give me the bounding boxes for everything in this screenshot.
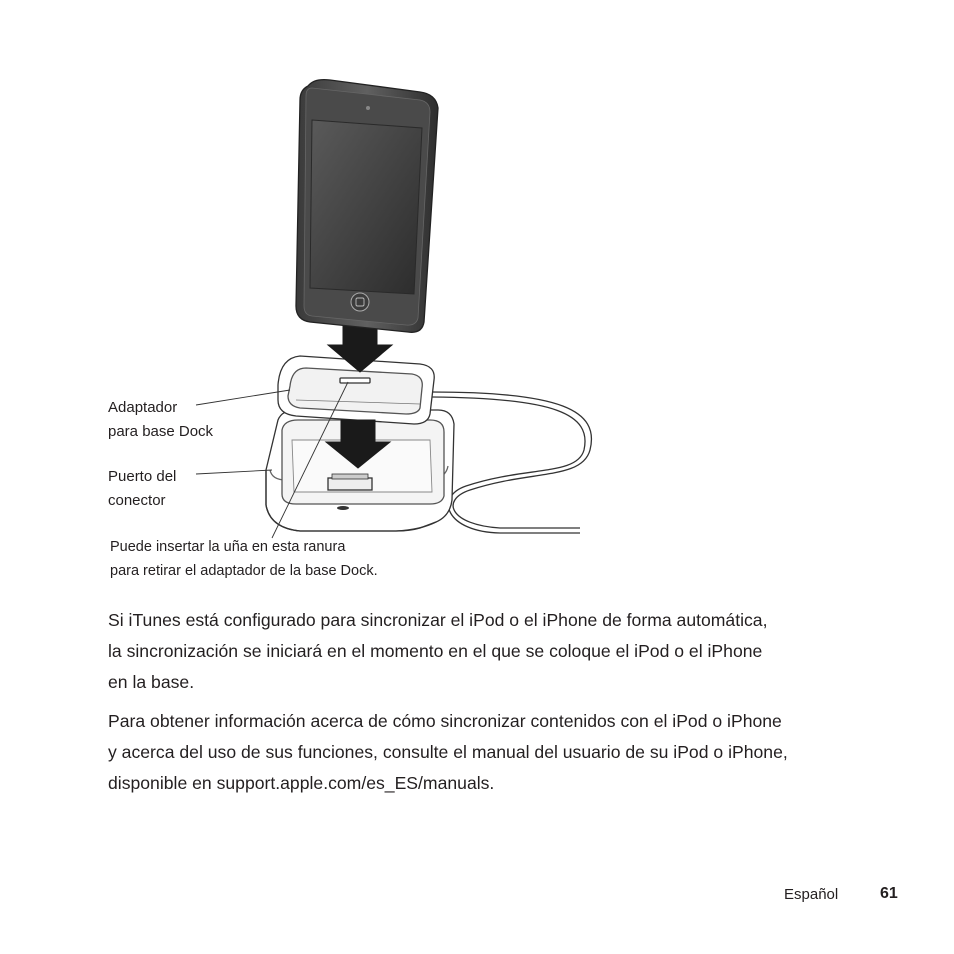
callout-adapter-label: Adaptador para base Dock bbox=[108, 399, 214, 440]
page-number: 61 bbox=[880, 885, 898, 902]
dock-cable bbox=[432, 392, 591, 533]
callout-connector-label: Puerto del conector bbox=[108, 468, 177, 509]
ipod-device bbox=[296, 80, 438, 333]
footer-language: Español bbox=[784, 886, 839, 903]
body-paragraph-sync: Si iTunes está configurado para sincronizar el iPod o el iPhone de forma automática, la sincronización se iniciará en el momento en el que se coloque el iPod o el iPhone en la base. bbox=[108, 610, 768, 692]
body-paragraph-manual: Para obtener información acerca de cómo sincronizar contenidos con el iPod o iPhone y acerca del uso de sus funciones, consulte el manual del usuario de su iPod o iPhone, disponible en support.apple.com/es_ES/manuals. bbox=[108, 711, 788, 793]
callout-slot-label: Puede insertar la uña en esta ranura para retirar el adaptador de la base Dock. bbox=[110, 539, 378, 579]
